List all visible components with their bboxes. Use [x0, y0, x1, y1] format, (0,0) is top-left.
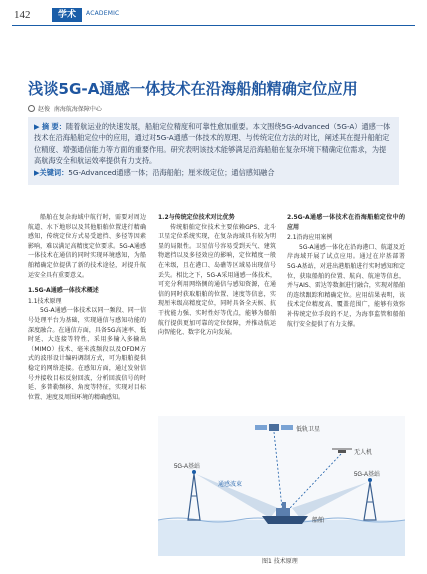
author-name: 赵俊 [38, 106, 51, 113]
abstract-paragraph [34, 121, 393, 167]
article-title: 浅谈5G-A通感一体技术在沿海船舶精确定位应用 [28, 80, 358, 98]
column-tag-en: ACADEMIC [86, 10, 120, 17]
author-affiliation: 南海航海保障中心 [53, 106, 102, 113]
abstract-label: 摘 要： [41, 122, 66, 131]
author-line [28, 104, 102, 113]
ship-label: 船舶 [312, 518, 325, 524]
paragraph-1-2: 传统船舶定位技术主要依赖GPS、北斗卫星定位系统实现，在复杂海域具有较为明显的局限性。卫星信号容易受到天气、建筑物遮挡以及多径效应的影响，定位精度一般在米级，且在港口、岛礁等区域易出现信号丢失。相比之下，5G-A采用通感一体技术，可充分利用网络侧的通信与感知资源，在通信的同时获取船舶的位置、速度等信息，实现厘米级高精度定位，同时具备全天候、抗干扰能力强、实时性好等优点，能够为船舶航行提供更加可靠的定位保障，并推动航运向智能化、数字化方向发展。 [158, 223, 276, 337]
keywords-line [34, 167, 393, 178]
satellite-icon [255, 424, 293, 431]
paragraph-1-1: 5G-A通感一体技术以同一频段、同一信号处理平台为基础，实现通信与感知功能的深度融合。在通信方面，具备5G高速率、低时延、大连接等特性，采用多输入多输出（MIMO）技术、毫米波频段以及OFDM方式的波形设计编码调制方式，可为船舶提供稳定的网络连接。在感知方面，通过发射信号并接收目标反射回波，分析回波信号的时延、多普勒频移、角度等特征，实现对目标位置、速度及周围环境的精确感知。 [28, 307, 146, 401]
header-rule [12, 25, 415, 26]
drone-label: 无人机 [354, 450, 373, 456]
figure-caption: 图1 技术原理 [262, 558, 298, 565]
column-3 [287, 213, 405, 329]
base-station-label-right: 5G-A基站 [354, 472, 381, 478]
column-2 [158, 213, 276, 338]
section-heading-1: 1.5G-A通感一体技术概述 [28, 287, 99, 295]
beam-label: 通感波束 [218, 482, 243, 488]
section-heading-2: 2.5G-A通感一体技术在沿海船舶定位中的应用 [287, 214, 405, 231]
keywords-marker-icon: ▶ [34, 167, 40, 177]
satellite-label: 低轨卫星 [296, 427, 321, 433]
base-station-label-left: 5G-A基站 [174, 464, 201, 470]
page-number: 142 [14, 9, 31, 21]
paragraph-2-1: 5G-A通感一体化在沿海港口、航道及近岸海域开展了试点应用。通过在岸基部署5G-A基站，对进出港船舶进行实时感知和定位，获取船舶的位置、航向、航速等信息，并与AIS、雷达等数据进行融合，实现对船舶的连续跟踪和精确定位。应用结果表明，该技术定位精度高、覆盖范围广，能够有效弥补传统定位手段的不足，为海事监管和船舶航行安全提供了有力支撑。 [287, 243, 405, 328]
abstract-text: 随着航运业的快速发展，船舶定位精度和可靠性愈加重要。本文围绕5G-Advanced（5G-A）通感一体技术在沿海船舶定位中的应用，通过对5G-A通感一体技术的原理、与传统定位方法的对比，阐述其在提升船舶定位精度、增强通信能力等方面的重要作用。研究表明该技术能够满足沿海船舶在复杂环境下精确定位需求，为提高航海安全和航运效率提供有力支持。 [34, 122, 391, 166]
subsection-heading-1-2: 1.2与传统定位技术对比优势 [158, 214, 235, 221]
sea-area [158, 520, 405, 556]
keywords-label: 关键词： [39, 167, 69, 177]
abstract-box [28, 117, 399, 185]
author-icon [28, 105, 35, 112]
column-tag: 学术 [52, 8, 82, 22]
abstract-marker-icon: ▶ [34, 122, 40, 131]
page-header [12, 8, 415, 22]
figure-technical-principle [158, 416, 405, 556]
keywords-text: 5G-Advanced通感一体；沿海船舶；厘米级定位；通信感知融合 [68, 167, 275, 177]
intro-paragraph: 船舶在复杂海域中航行时，需要对周边航道、水下地形以及其他船舶位置进行精确感知，传统定位方式易受遮挡、多径等因素影响，难以满足高精度定位要求。5G-A通感一体技术在通信的同时实现环境感知，为船舶精确定位提供了新的技术途径，对提升航运安全具有重要意义。 [28, 214, 146, 279]
subsection-heading-2-1: 2.1沿海应用案例 [287, 234, 333, 242]
subsection-heading-1-1: 1.1技术原理 [28, 297, 62, 305]
column-1 [28, 213, 146, 402]
